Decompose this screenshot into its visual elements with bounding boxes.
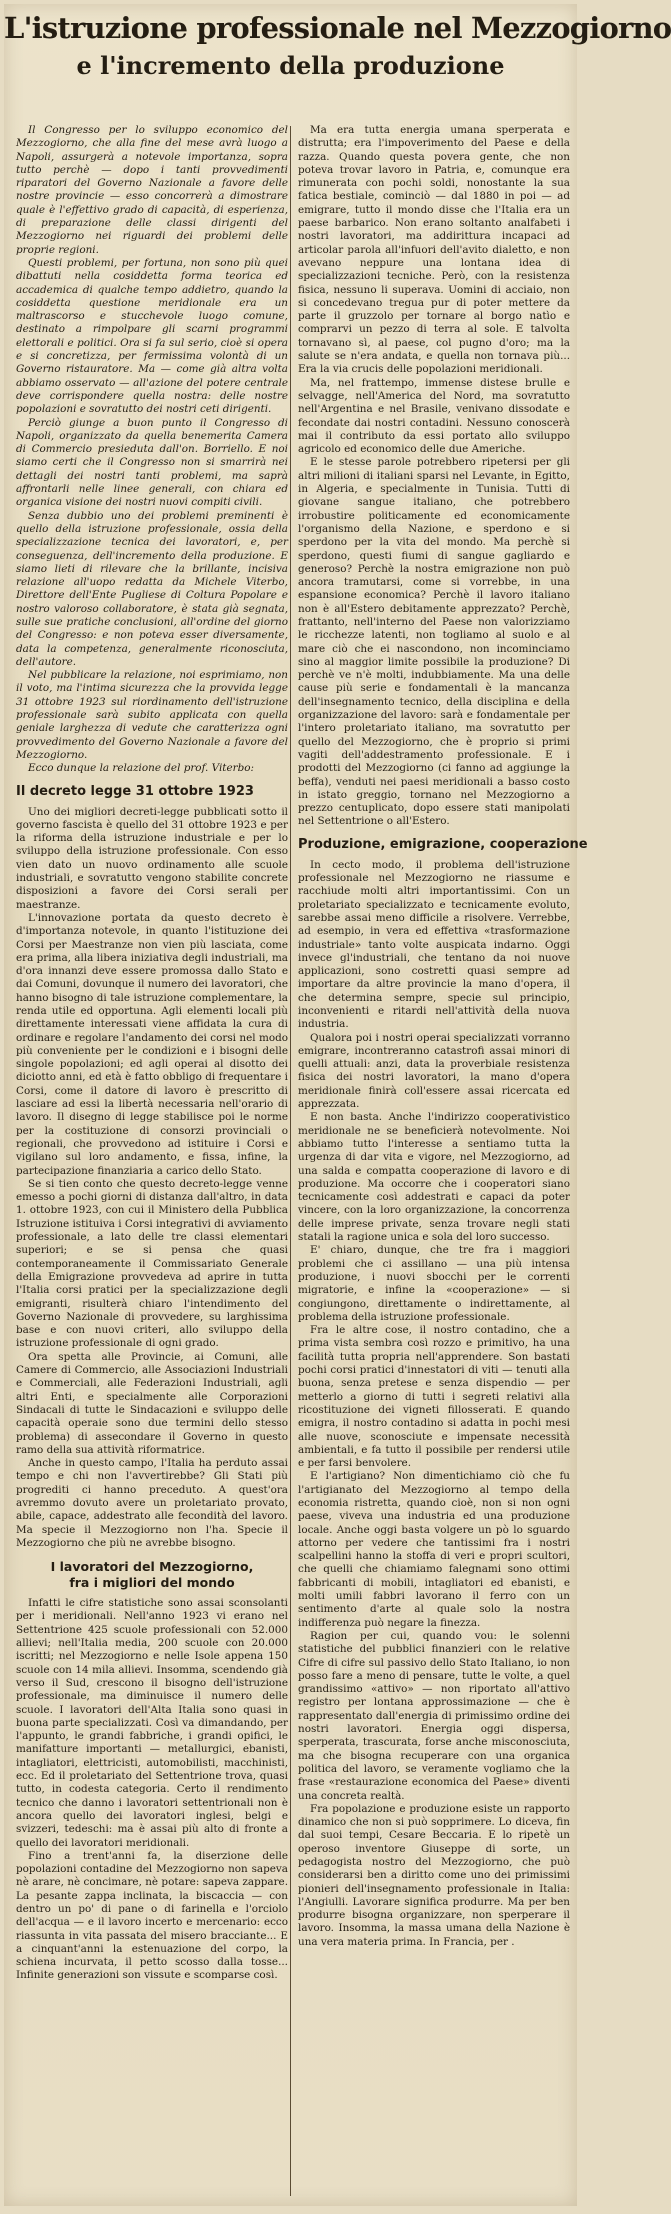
article-paragraph: Anche in questo campo, l'Italia ha perduto assai tempo e chi non l'avvertirebbe? Gli Stati più progrediti ci hanno preceduto. A quest'ora avremmo dovuto avere un proletariato provato, abile, capace, addestrato alle fecondità del lavoro. Ma specie il Mezzogiorno non l'ha. Specie il Mezzogiorno che più ne avrebbe bisogno. bbox=[16, 1457, 288, 1549]
section-heading-produzione: Produzione, emigrazione, cooperazione bbox=[298, 836, 588, 852]
section-body-produzione bbox=[298, 859, 570, 1949]
section-body-decreto bbox=[16, 806, 288, 1551]
article-paragraph: E non basta. Anche l'indirizzo cooperativistico meridionale ne se beneficierà notevolmente. Noi abbiamo tutto l'interesse a sentiamo tutta la urgenza di dar vita e vigore, nel Mezzogiorno, ad una salda e compatta cooperazione di lavoro e di produzione. Ma occorre che i cooperatori siano tecnicamente così addestrati e capaci da poter vincere, con la loro organizzazione, la concorrenza delle imprese private, senza trovare negli stati statali la ragione unica e sola del loro successo. bbox=[298, 1111, 570, 1244]
masthead bbox=[4, 10, 671, 82]
intro-paragraph: Nel pubblicare la relazione, noi esprimiamo, non il voto, ma l'intima sicurezza che la provvida legge 31 ottobre 1923 sul riordinamento dell'istruzione professionale sarà subito applicata con quella geniale larghezza di vedute che caratterizza ogni provvedimento del Governo Nazionale a favore del Mezzogiorno. bbox=[16, 669, 288, 761]
editorial-intro bbox=[16, 124, 288, 776]
article-paragraph: L'innovazione portata da questo decreto è d'importanza notevole, in quanto l'istituzione dei Corsi per Maestranze non vien più lasciata, come era prima, alla libera iniziativa degli industriali, ma d'ora innanzi deve essere promossa dallo Stato e dai Comuni, dovunque il numero dei lavoratori, che hanno bisogno di tale istruzione complementare, la renda utile ed opportuna. Agli elementi locali più direttamente interessati viene affidata la cura di ordinare e regolare l'andamento dei corsi nel modo più conveniente per le condizioni e i bisogni delle singole popolazioni; ed agli operai al disotto dei diciotto anni, ed età è fatto obbligo di frequentare i Corsi, come il datore di lavoro è prescritto di lasciare ad essi la libertà necessaria nell'orario di lavoro. Il disegno di legge stabilisce poi le norme per la costituzione di consorzi provinciali o regionali, che provvedono ad istituire i Corsi e vigilano sul loro andamento, e fissa, infine, la partecipazione finanziaria a carico dello Stato. bbox=[16, 911, 288, 1177]
article-paragraph: Ora spetta alle Provincie, ai Comuni, alle Camere di Commercio, alle Associazioni Industriali e Commerciali, alle Federazioni Industriali, agli altri Enti, e specialmente alle Corporazioni Sindacali di tutte le Sindacazioni e sviluppo delle capacità operaie sono due termini dello stesso problema) di assecondare il Governo in questo ramo della sua attività riformatrice. bbox=[16, 1350, 288, 1456]
article-paragraph: Ragion per cui, quando vou: le solenni statistiche del pubblici finanzieri con le relative Cifre di cifre sul passivo dello Stato Italiano, io non posso fare a meno di pensare, tutte le volte, a quel grandissimo «attivo» — non riportato all'attivo registro per lontana approssimazione — che è rappresentato dall'energia di primissimo ordine dei nostri lavoratori. Energia oggi dispersa, sperperata, trascurata, forse anche misconosciuta, ma che bisogna recuperare con una organica politica del lavoro, se veramente vogliamo che la frase «restaurazione economica del Paese» diventi una concreta realtà. bbox=[298, 1629, 570, 1802]
section-heading-decreto: Il decreto legge 31 ottobre 1923 bbox=[16, 783, 254, 799]
headline-main: L'istruzione professionale nel Mezzogiorno bbox=[4, 11, 671, 45]
headline-sub: e l'incremento della produzione bbox=[76, 51, 505, 80]
section-heading-line: I lavoratori del Mezzogiorno, bbox=[50, 1559, 254, 1575]
article-paragraph: Fino a trent'anni fa, la diserzione delle popolazioni contadine del Mezzogiorno non sapeva nè arare, nè concimare, nè potare: sapeva zappare. La pesante zappa inclinata, la biscaccia — con dentro un po' di pane o di farinella e l'orciolo dell'acqua — e il lavoro incerto e mercenario: ecco riassunta in vita passata del misero bracciante... E a cinquant'anni la estenuazione del corpo, la schiena incurvata, il petto scosso dalla tosse... Infinite generazioni son vissute e scomparse così. bbox=[16, 1849, 288, 1982]
section-body-lavoratori bbox=[16, 1597, 288, 1983]
intro-paragraph: Questi problemi, per fortuna, non sono più quei dibattuti nella cosiddetta forma teorica ed accademica di qualche tempo addietro, quando la cosiddetta questione meridionale era un maltrascorso e stucchevole luogo comune, destinato a rimpolpare gli scarni programmi elettorali e politici. Ora si fa sul serio, cioè si opera e si concretizza, per fermissima volontà di un Governo ristauratore. Ma — come già altra volta abbiamo osservato — all'azione del potere centrale deve corrispondere quella nostra: delle nostre popolazioni e sovratutto dei nostri ceti dirigenti. bbox=[16, 256, 288, 416]
column-divider bbox=[290, 126, 291, 2196]
article-paragraph: Uno dei migliori decreti-legge pubblicati sotto il governo fascista è quello del 31 ottobre 1923 e per la riforma della istruzione industriale e per lo sviluppo della istruzione professionale. Con esso vien dato un nuovo ordinamento alle scuole industriali, e sovratutto vengono stabilite concrete disposizioni a favore dei Corsi serali per maestranze. bbox=[16, 805, 288, 911]
article-paragraph: In cecto modo, il problema dell'istruzione professionale nel Mezzogiorno ne riassume e racchiude molti altri importantissimi. Con un proletariato specializzato e tecnicamente evoluto, sarebbe assai meno difficile a risolvere. Verrebbe, ad esempio, in vera ed effettiva «trasformazione industriale» tanto volte auspicata indarno. Oggi invece gl'industriali, che tentano da noi nuove applicazioni, sono costretti quasi sempre ad importare da altre provincie la mano d'opera, il che determina sempre, specie sul principio, inconvenienti e ritardi nell'attività della nuova industria. bbox=[298, 858, 570, 1031]
article-paragraph: Fra popolazione e produzione esiste un rapporto dinamico che non si può sopprimere. Lo diceva, fin dal suoi tempi, Cesare Beccaria. E lo ripetè un operoso inventore Giuseppe di sorte, un pedagogista nostro del Mezzogiorno, che può considerarsi ben a diritto come uno dei primissimi pionieri dell'insegnamento professionale in Italia: l'Angiulli. Lavorare significa produrre. Ma per ben produrre bisogna organizzare, non sperperare il lavoro. Insomma, la massa umana della Nazione è una vera materia prima. In Francia, per . bbox=[298, 1802, 570, 1948]
intro-paragraph: Ecco dunque la relazione del prof. Viterbo: bbox=[28, 762, 254, 775]
left-column bbox=[16, 124, 288, 2198]
article-paragraph: E le stesse parole potrebbero ripetersi per gli altri milioni di italiani sparsi nel Levante, in Egitto, in Algeria, e specialmente in Tunisia. Tutti di giovane sangue italiano, che potrebbero irrobustire politicamente ed economicamente l'organismo della Nazione, e sperdono e si sperdono per la vita del mondo. Ma perchè si sperdono, questi fiumi di sangue gagliardo e generoso? Perchè la nostra emigrazione non può ancora tramutarsi, come si vorrebbe, in una espansione economica? Perchè il lavoro italiano non è all'Estero debitamente apprezzato? Perchè, frattanto, nell'interno del Paese non valorizziamo le ricchezze latenti, non togliamo al suolo e al mare ciò che ei nascondono, non incominciamo sino al maggior limite possibile la produzione? Di perchè ve n'è molti, indubbiamente. Ma una delle cause più serie e fondamentali è la mancanza dell'insegnamento tecnico, della disciplina e della organizzazione del lavoro: sarà e fondamentale per l'intero proletariato italiano, ma sovratutto per quello del Mezzogiorno, che è proprio si primi vagiti dell'addestramento professionale. E i prodotti del Mezzogiorno (ci fanno ad aggiunge la beffa), venduti nei paesi meridionali a basso costo in istato greggio, tornano nel Mezzogiorno a prezzo centuplicato, dopo essere stati manipolati nel Settentrione o all'Estero. bbox=[298, 456, 570, 828]
intro-paragraph: Perciò giunge a buon punto il Congresso di Napoli, organizzato da quella benemerita Camera di Commercio presieduta dall'on. Borriello. E noi siamo certi che il Congresso non si smarrirà nei dettagli dei nostri tanti problemi, ma saprà affrontarli nelle linee generali, con chiara ed organica visione dei nostri nuovi compiti civili. bbox=[16, 416, 288, 509]
section-heading-line: fra i migliori del mondo bbox=[69, 1575, 235, 1591]
right-column bbox=[298, 124, 588, 2198]
intro-paragraph: Senza dubbio uno dei problemi preminenti è quello della istruzione professionale, ossia della specializzazione tecnica dei lavoratori, e, per conseguenza, dell'incremento della produzione. E siamo lieti di rilevare che la brillante, incisiva relazione all'uopo redatta da Michele Viterbo, Direttore dell'Ente Pugliese di Coltura Popolare e nostro valoroso collaboratore, è stata già segnata, sulle sue pratiche conclusioni, all'ordine del giorno del Congresso: e non poteva esser diversamente, data la competenza, generalmente riconosciuta, dell'autore. bbox=[16, 509, 288, 668]
article-paragraph: Infatti le cifre statistiche sono assai sconsolanti per i meridionali. Nell'anno 1923 vi erano nel Settentrione 425 scuole professionali con 52.000 allievi; nell'Italia media, 200 scuole con 20.000 iscritti; nel Mezzogiorno e nelle Isole appena 150 scuole con 14 mila allievi. Insomma, scendendo già verso il Sud, crescono il bisogno dell'istruzione professionale, ma diminuisce il numero delle scuole. I lavoratori dell'Alta Italia sono quasi in buona parte specializzati. Così va dimandando, per l'appunto, le grandi fabbriche, i grandi opifici, le manifatture importanti — metallurgici, ebanisti, intagliatori, elettricisti, automobilisti, macchinisti, ecc. Ed il proletariato del Settentrione trova, quasi tutto, in codesta categoria. Certo il rendimento tecnico che danno i lavoratori settentrionali non è ancora quello dei lavoratori inglesi, belgi e svizzeri, tedeschi: ma è assai più alto di fronte a quello dei lavoratori meridionali. bbox=[16, 1597, 288, 1849]
article-paragraph: Fra le altre cose, il nostro contadino, che a prima vista sembra così rozzo e primitivo, ha una facilità tutta propria nell'apprendere. Son bastati pochi corsi pratici d'innestatori di viti — tenuti alla buona, senza pretese e senza dispendio — per metterlo a giorno di tutti i segreti relativi alla ricostituzione dei vigneti fillosserati. E quando emigra, il nostro contadino si adatta in pochi mesi alle nuove, sconosciute e impensate necessità ambientali, e fa tutto il possibile per rendersi utile e per farsi benvolere. bbox=[298, 1324, 570, 1470]
newspaper-page bbox=[4, 4, 671, 2206]
section-heading-lavoratori bbox=[16, 1559, 288, 1591]
article-paragraph: E l'artigiano? Non dimentichiamo ciò che fu l'artigianato del Mezzogiorno al tempo della economia ristretta, quando cioè, non si non ogni paese, viveva una industria ed una produzione locale. Anche oggi basta volgere un pò lo sguardo attorno per vedere che tantissimi fra i nostri scalpellini hanno la stoffa di veri e propri scultori, che quelli che chiamiamo falegnami sono ottimi fabbricanti di mobili, intagliatori ed ebanisti, e molti umili fabbri lavorano il ferro con un sentimento d'arte al quale solo la nostra indifferenza può negare la finezza. bbox=[298, 1470, 570, 1629]
article-paragraph: Ma, nel frattempo, immense distese brulle e selvagge, nell'America del Nord, ma sovratutto nell'Argentina e nel Brasile, venivano dissodate e fecondate dai nostri contadini. Nessuno conoscerà mai il contributo da essi portato allo sviluppo agricolo ed economico delle due Americhe. bbox=[298, 376, 570, 456]
article-paragraph: Qualora poi i nostri operai specializzati vorranno emigrare, incontreranno catastrofi assai minori di quelli attuali: anzi, data la proverbiale resistenza fisica dei nostri lavoratori, la mano d'opera meridionale finirà coll'essere assai ricercata ed apprezzata. bbox=[298, 1031, 570, 1111]
article-paragraph: Se si tien conto che questo decreto-legge venne emesso a pochi giorni di distanza dall'altro, in data 1. ottobre 1923, con cui il Ministero della Pubblica Istruzione istituiva i Corsi integrativi di avviamento professionale, a lato delle tre classi elementari superiori; e se si pensa che quasi contemporaneamente il Commissariato Generale della Emigrazione provvedeva ad aprire in tutta l'Italia corsi pratici per la specializzazione degli emigranti, risulterà chiaro l'intendimento del Governo Nazionale di provvedere, su larghissima base e con nuovi criteri, allo sviluppo della istruzione professionale di ogni grado. bbox=[16, 1177, 288, 1350]
article-paragraph: E' chiaro, dunque, che tre fra i maggiori problemi che ci assillano — una più intensa produzione, i nuovi sbocchi per le correnti migratorie, e infine la «cooperazione» — si congiungono, direttamente o indirettamente, al problema della istruzione professionale. bbox=[298, 1244, 570, 1323]
intro-paragraph: Il Congresso per lo sviluppo economico del Mezzogiorno, che alla fine del mese avrà luogo a Napoli, assurgerà a notevole importanza, sopra tutto perchè — dopo i tanti provvedimenti riparatori del Governo Nazionale a favore delle nostre provincie — esso concorrerà a dimostrare quale è l'effettivo grado di capacità, di esperienza, di preparazione delle classi dirigenti del Mezzogiorno nei riguardi dei problemi delle proprie regioni. bbox=[16, 124, 288, 256]
section-body-lavoratori-continued bbox=[298, 124, 570, 829]
article-paragraph: Ma era tutta energia umana sperperata e distrutta; era l'impoverimento del Paese e della razza. Quando questa povera gente, che non poteva trovar lavoro in Patria, e, comunque era rimunerata con pochi soldi, nonostante la sua fatica bestiale, cominciò — dal 1880 in poi — ad emigrare, tutto il mondo disse che l'Italia era un paese barbarico. Non erano soltanto analfabeti i nostri lavoratori, ma addirittura incapaci ad articolar parola all'infuori dell'avito dialetto, e non avevano neppure una lontana idea di specializzazioni tecniche. Però, con la resistenza fisica, nessuno li superava. Uomini di acciaio, non si concedevano tregua pur di poter mettere da parte il gruzzolo per tornare al borgo natìo e comprarvi un pezzo di terra al sole. E talvolta tornavano sì, al paese, col pugno d'oro; ma la salute se n'era andata, e quella non tornava più... Era la via crucis delle popolazioni meridionali. bbox=[298, 124, 570, 376]
